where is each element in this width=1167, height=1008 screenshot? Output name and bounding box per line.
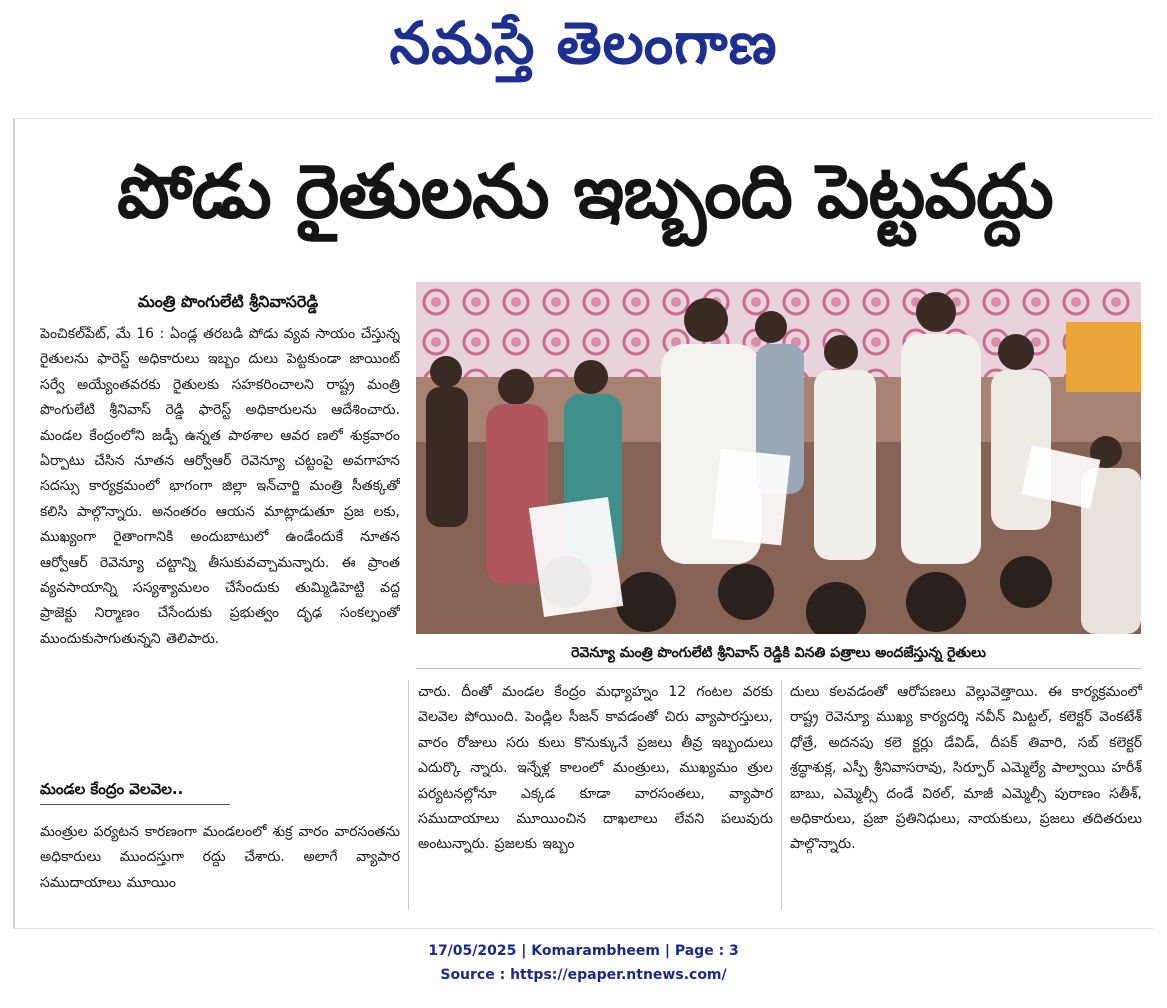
article-column-1-continued: మంత్రుల పర్యటన కారణంగా మండలంలో శుక్ర వారం వారసంతను అధికారులు ముందస్తుగా రద్దు చేశారు. అలాగే వ్యాపార సముదాయాలు మూయిం: [40, 824, 400, 891]
article-column-3: దులు కలవడంతో ఆరోపణలు వెల్లువెత్తాయి. ఈ కార్యక్రమంలో రాష్ట్ర రెవెన్యూ ముఖ్య కార్యదర్శి నవీన్ మిట్టల్, కలెక్టర్ వెంకటేశ్ ధోత్రే, అదనపు కలె క్టర్లు డేవిడ్, దీపక్ తివారి, సబ్ కలెక్టర్ శ్రద్ధాశుక్ల, ఎస్పీ శ్రీనివాసరావు, సిర్పూర్ ఎమ్మెల్యే పాల్వాయి హరీశ్ బాబు, ఎమ్మెల్సీ దండే విఠల్, మాజీ ఎమ్మెల్సీ పురాణం సతీశ్, అధికారులు, ప్రజా ప్రతినిధులు, నాయకులు, ప్రజలు తదితరులు పాల్గొన్నారు.: [790, 684, 1142, 853]
masthead-title: నమస్తే తెలంగాణ: [389, 9, 778, 77]
caption-rule: [416, 668, 1141, 669]
footer-date-edition: 17/05/2025 | Komarambheem | Page : 3: [428, 943, 739, 959]
column-divider: [781, 680, 782, 910]
footer-source: Source : https://epaper.ntnews.com/: [440, 967, 727, 983]
article-column-1: పెంచికల్‌పేట్, మే 16 : ఏండ్ల తరబడి పోడు వ్యవ సాయం చేస్తున్న రైతులను ఫారెస్ట్ అధికారులు ఇబ్బం దులు పెట్టకుండా జాయింట్ సర్వే అయ్యేంతవరకు రైతులకు సహకరించాలని రాష్ట్ర మంత్రి పొంగులేటి శ్రీనివాస్ రెడ్డి ఫారెస్ట్ అధికారులను ఆదేశించారు. మండల కేంద్రంలోని జడ్పీ ఉన్నత పాఠశాల ఆవర ణలో శుక్రవారం ఏర్పాటు చేసిన నూతన ఆర్వోఆర్ రెవెన్యూ చట్టంపై అవగాహన సదస్సు కార్యక్రమంలో భాగంగా జిల్లా ఇన్‌చార్జి మంత్రి సీతక్కతో కలిసి పాల్గొన్నారు. అనంతరం ఆయన మాట్లాడుతూ ప్రజ లకు, ముఖ్యంగా రైతాంగానికి అందుబాటులో ఉండేందుకే నూతన ఆర్వోఆర్ రెవెన్యూ చట్టాన్ని తీసుకువచ్చామన్నారు. ఈ ప్రాంత వ్యవసాయాన్ని సస్యశ్యామలం చేసేందుకు తుమ్మిడిహెట్టి వద్ద ప్రాజెక్టు నిర్మాణం చేసేందుకు ప్రభుత్వం దృఢ సంకల్పంతో ముందుకుసాగుతున్నని తెలిపారు.: [40, 326, 400, 647]
column-divider: [408, 680, 409, 910]
news-photo: [416, 282, 1141, 634]
headline: పోడు రైతులను ఇబ్బంది పెట్టవద్దు: [117, 149, 1053, 235]
subhead: మండల కేంద్రం వెలవెల..: [40, 776, 230, 805]
article-column-2: చారు. దీంతో మండల కేంద్రం మధ్యాహ్నం 12 గంటల వరకు వెలవెల పోయింది. పెండ్లిల సీజన్ కావడంతో చిరు వ్యాపారస్తులు, వారం రోజులు సరు కులు కొనుక్కునే ప్రజలు తీవ్ర ఇబ్బందులు ఎదుర్కొ న్నారు. ఇన్నేళ్ల కాలంలో మంత్రులు, ముఖ్యమం త్రుల పర్యటనల్లోనూ ఎక్కడ కూడా వారసంతలు, వ్యాపార సముదాయాలు మూయించిన దాఖలాలు లేవని పలువురు అంటున్నారు. ప్రజలకు ఇబ్బం: [418, 684, 773, 853]
photo-caption: రెవెన్యూ మంత్రి పొంగులేటి శ్రీనివాస్ రెడ్డికి వినతి పత్రాలు అందజేస్తున్న రైతులు: [571, 645, 986, 661]
byline: మంత్రి పొంగులేటి శ్రీనివాసరెడ్డి: [137, 292, 319, 311]
masthead: [0, 0, 1167, 100]
page-frame-left: [13, 118, 15, 928]
page-frame-top: [13, 118, 1153, 119]
photo-illustration: [416, 282, 1141, 634]
bottom-rule: [13, 928, 1153, 929]
